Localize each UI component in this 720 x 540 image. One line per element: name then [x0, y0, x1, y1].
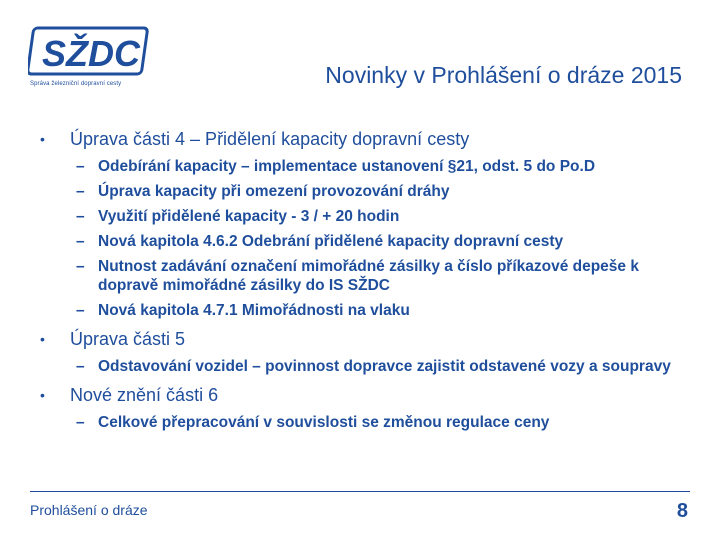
dash-icon: –	[76, 358, 85, 375]
list-item	[40, 232, 690, 251]
section-heading	[40, 384, 690, 406]
section-heading-text: Nové znění části 6	[70, 385, 219, 405]
dash-icon: –	[76, 233, 85, 250]
footer-label: Prohlášení o dráze	[30, 502, 148, 518]
dash-icon: –	[76, 414, 85, 431]
dash-icon: –	[76, 258, 85, 275]
list-item	[40, 301, 690, 320]
section-item-list	[40, 413, 690, 432]
section-heading-text: Úprava části 5	[70, 329, 186, 349]
section-heading	[40, 128, 690, 150]
list-item-text: Nová kapitola 4.7.1 Mimořádnosti na vlaku	[98, 302, 410, 319]
page-number: 8	[676, 500, 688, 522]
list-item-text: Úprava kapacity při omezení provozování dráhy	[98, 183, 450, 200]
dash-icon: –	[76, 208, 85, 225]
section-item-list	[40, 357, 690, 376]
section-heading-text: Úprava části 4 – Přidělení kapacity dopravní cesty	[70, 129, 470, 149]
szdc-logo-mark	[28, 26, 152, 78]
list-item-text: Využití přidělené kapacity - 3 / + 20 hodin	[98, 208, 400, 225]
slide-title: Novinky v Prohlášení o dráze 2015	[325, 62, 682, 88]
bullet-icon: •	[40, 387, 45, 403]
footer-divider	[30, 491, 690, 492]
list-item-text: Celkové přepracování v souvislosti se změnou regulace ceny	[98, 414, 550, 431]
bullet-icon: •	[40, 331, 45, 347]
list-item	[40, 207, 690, 226]
section-heading	[40, 328, 690, 350]
list-item-text: Odstavování vozidel – povinnost dopravce zajistit odstavené vozy a soupravy	[98, 358, 671, 375]
dash-icon: –	[76, 183, 85, 200]
list-item-text: Nutnost zadávání označení mimořádné zásilky a číslo příkazové depeše k dopravě mimořádné zásilky do IS SŽDC	[98, 258, 639, 294]
slide-content	[40, 128, 690, 440]
list-item	[40, 257, 690, 295]
list-item-text: Odebírání kapacity – implementace ustanovení §21, odst. 5 do Po.D	[98, 158, 596, 175]
logo-subtitle: Správa železniční dopravní cesty	[30, 81, 122, 87]
list-item	[40, 157, 690, 176]
section-item-list	[40, 157, 690, 320]
list-item	[40, 357, 690, 376]
list-item-text: Nová kapitola 4.6.2 Odebrání přidělené kapacity dopravní cesty	[98, 233, 564, 250]
dash-icon: –	[76, 302, 85, 319]
dash-icon: –	[76, 158, 85, 175]
bullet-icon: •	[40, 131, 45, 147]
list-item	[40, 413, 690, 432]
list-item	[40, 182, 690, 201]
szdc-logo	[28, 26, 152, 92]
logo-text: SŽDC	[42, 33, 140, 74]
